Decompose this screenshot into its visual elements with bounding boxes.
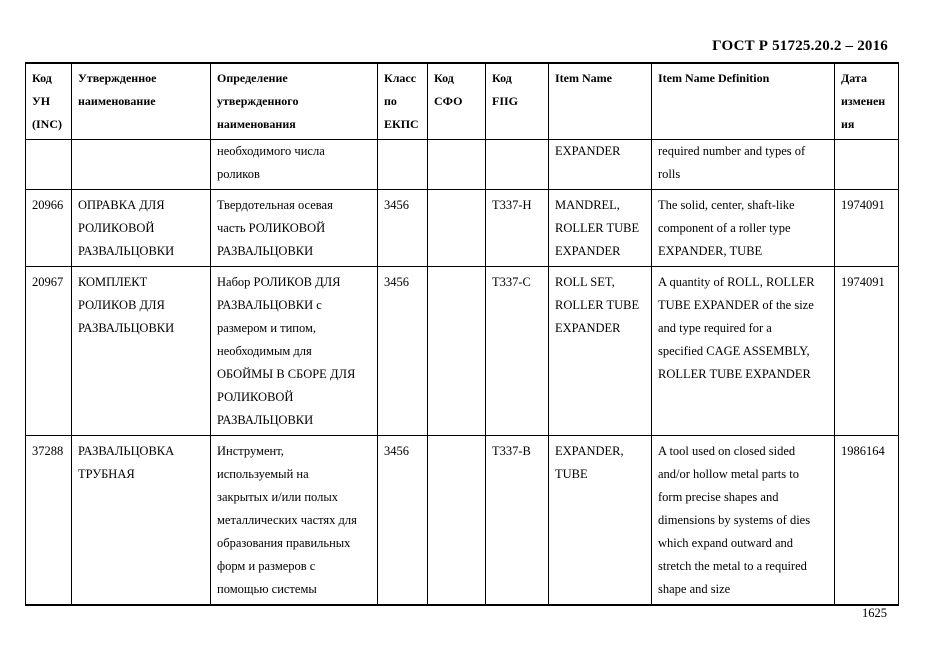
cell-line: 3456 — [384, 275, 409, 289]
header-line: Код — [434, 71, 454, 85]
approved-name-cell — [72, 267, 211, 436]
cell-line: форм и размеров с — [217, 559, 316, 573]
cell-line: 37288 — [32, 444, 64, 458]
cell-line: EXPANDER — [555, 321, 621, 335]
header-line: Код — [32, 71, 52, 85]
cell-line: rolls — [658, 167, 681, 181]
header-line: Код — [492, 71, 512, 85]
header-inc — [26, 63, 72, 140]
cell-line: закрытых и/или полых — [217, 490, 339, 504]
cell-line: dimensions by systems of dies — [658, 513, 811, 527]
table-row — [26, 190, 899, 267]
header-sfo-code — [428, 63, 486, 140]
cell-line: TUBE EXPANDER of the size — [658, 298, 814, 312]
header-line: Дата — [841, 71, 867, 85]
item-name-cell — [549, 140, 652, 190]
cell-line: T337-H — [492, 198, 532, 212]
sfo-cell — [428, 436, 486, 606]
table-row — [26, 140, 899, 190]
header-line: утвержденного — [217, 94, 299, 108]
header-line: по — [384, 94, 397, 108]
header-class-ekps — [378, 63, 428, 140]
fiig-cell — [486, 190, 549, 267]
class-cell — [378, 267, 428, 436]
cell-line: ТРУБНАЯ — [78, 467, 135, 481]
cell-line: образования правильных — [217, 536, 351, 550]
header-line: наименования — [217, 117, 296, 131]
cell-line: 3456 — [384, 444, 409, 458]
cell-line: ROLLER TUBE — [555, 298, 640, 312]
header-line: СФО — [434, 94, 463, 108]
cell-line: A tool used on closed sided — [658, 444, 796, 458]
inc-cell — [26, 267, 72, 436]
sfo-cell — [428, 190, 486, 267]
approved-name-cell — [72, 436, 211, 606]
cell-line: помощью системы — [217, 582, 317, 596]
cell-line: which expand outward and — [658, 536, 794, 550]
inc-cell — [26, 436, 72, 606]
header-item-name-definition — [652, 63, 835, 140]
cell-line: form precise shapes and — [658, 490, 779, 504]
item-definition-cell — [652, 190, 835, 267]
cell-line: необходимого числа — [217, 144, 325, 158]
cell-line: ROLLER TUBE — [555, 221, 640, 235]
cell-line: EXPANDER — [555, 244, 621, 258]
page-number: 1625 — [862, 606, 887, 620]
cell-line: РОЛИКОВОЙ — [217, 390, 294, 404]
cell-line: T337-B — [492, 444, 531, 458]
inc-cell — [26, 140, 72, 190]
item-name-cell — [549, 436, 652, 606]
cell-line: ОПРАВКА ДЛЯ — [78, 198, 165, 212]
cell-line: размером и типом, — [217, 321, 317, 335]
cell-line: TUBE — [555, 467, 588, 481]
fiig-cell — [486, 436, 549, 606]
cell-line: часть РОЛИКОВОЙ — [217, 221, 326, 235]
header-line: наименование — [78, 94, 156, 108]
item-definition-cell — [652, 140, 835, 190]
cell-line: РАЗВАЛЬЦОВКИ с — [217, 298, 322, 312]
cell-line: required number and types of — [658, 144, 806, 158]
item-name-cell — [549, 267, 652, 436]
item-names-table — [25, 62, 899, 606]
cell-line: component of a roller type — [658, 221, 791, 235]
table-body — [26, 140, 899, 606]
header-line: Утвержденное — [78, 71, 157, 85]
header-item-name — [549, 63, 652, 140]
cell-line: РОЛИКОВ ДЛЯ — [78, 298, 165, 312]
cell-line: используемый на — [217, 467, 309, 481]
cell-line: ОБОЙМЫ В СБОРЕ ДЛЯ — [217, 367, 356, 381]
item-name-cell — [549, 190, 652, 267]
class-cell — [378, 140, 428, 190]
cell-line: T337-C — [492, 275, 531, 289]
cell-line: ROLLER TUBE EXPANDER — [658, 367, 811, 381]
cell-line: КОМПЛЕКТ — [78, 275, 148, 289]
cell-line: The solid, center, shaft-like — [658, 198, 795, 212]
date-cell — [835, 267, 899, 436]
cell-line: Твердотельная осевая — [217, 198, 333, 212]
header-change-date — [835, 63, 899, 140]
header-line: Item Name Definition — [658, 71, 770, 85]
standard-title: ГОСТ Р 51725.20.2 – 2016 — [712, 38, 888, 54]
date-cell — [835, 140, 899, 190]
cell-line: specified CAGE ASSEMBLY, — [658, 344, 810, 358]
definition-cell — [211, 436, 378, 606]
cell-line: 20967 — [32, 275, 64, 289]
item-definition-cell — [652, 267, 835, 436]
sfo-cell — [428, 140, 486, 190]
cell-line: A quantity of ROLL, ROLLER — [658, 275, 815, 289]
cell-line: MANDREL, — [555, 198, 620, 212]
cell-line: 3456 — [384, 198, 409, 212]
inc-cell — [26, 190, 72, 267]
fiig-cell — [486, 140, 549, 190]
definition-cell — [211, 140, 378, 190]
header-line: УН — [32, 94, 51, 108]
class-cell — [378, 436, 428, 606]
date-cell — [835, 436, 899, 606]
header-line: ЕКПС — [384, 117, 419, 131]
cell-line: EXPANDER — [555, 144, 621, 158]
cell-line: роликов — [217, 167, 260, 181]
sfo-cell — [428, 267, 486, 436]
table-row — [26, 436, 899, 606]
cell-line: РАЗВАЛЬЦОВКИ — [217, 244, 314, 258]
cell-line: Инструмент, — [217, 444, 284, 458]
header-line: (INC) — [32, 117, 62, 131]
table-row — [26, 267, 899, 436]
header-fiig-code — [486, 63, 549, 140]
header-line: Определение — [217, 71, 288, 85]
table-header-row — [26, 63, 899, 140]
cell-line: металлических частях для — [217, 513, 357, 527]
cell-line: Набор РОЛИКОВ ДЛЯ — [217, 275, 341, 289]
class-cell — [378, 190, 428, 267]
item-definition-cell — [652, 436, 835, 606]
header-approved-name — [72, 63, 211, 140]
cell-line: 1986164 — [841, 444, 885, 458]
cell-line: ROLL SET, — [555, 275, 615, 289]
definition-cell — [211, 190, 378, 267]
header-line: ия — [841, 117, 855, 131]
header-line: Класс — [384, 71, 417, 85]
cell-line: РАЗВАЛЬЦОВКИ — [217, 413, 314, 427]
date-cell — [835, 190, 899, 267]
cell-line: 20966 — [32, 198, 64, 212]
header-line: Item Name — [555, 71, 612, 85]
header-line: изменен — [841, 94, 886, 108]
approved-name-cell — [72, 190, 211, 267]
cell-line: shape and size — [658, 582, 731, 596]
cell-line: EXPANDER, TUBE — [658, 244, 763, 258]
cell-line: РОЛИКОВОЙ — [78, 221, 155, 235]
cell-line: 1974091 — [841, 275, 885, 289]
header-line: FIIG — [492, 94, 519, 108]
definition-cell — [211, 267, 378, 436]
approved-name-cell — [72, 140, 211, 190]
header-definition — [211, 63, 378, 140]
cell-line: and/or hollow metal parts to — [658, 467, 799, 481]
cell-line: EXPANDER, — [555, 444, 624, 458]
cell-line: РАЗВАЛЬЦОВКА — [78, 444, 175, 458]
cell-line: 1974091 — [841, 198, 885, 212]
cell-line: stretch the metal to a required — [658, 559, 807, 573]
cell-line: необходимым для — [217, 344, 312, 358]
cell-line: and type required for a — [658, 321, 772, 335]
cell-line: РАЗВАЛЬЦОВКИ — [78, 321, 175, 335]
fiig-cell — [486, 267, 549, 436]
cell-line: РАЗВАЛЬЦОВКИ — [78, 244, 175, 258]
